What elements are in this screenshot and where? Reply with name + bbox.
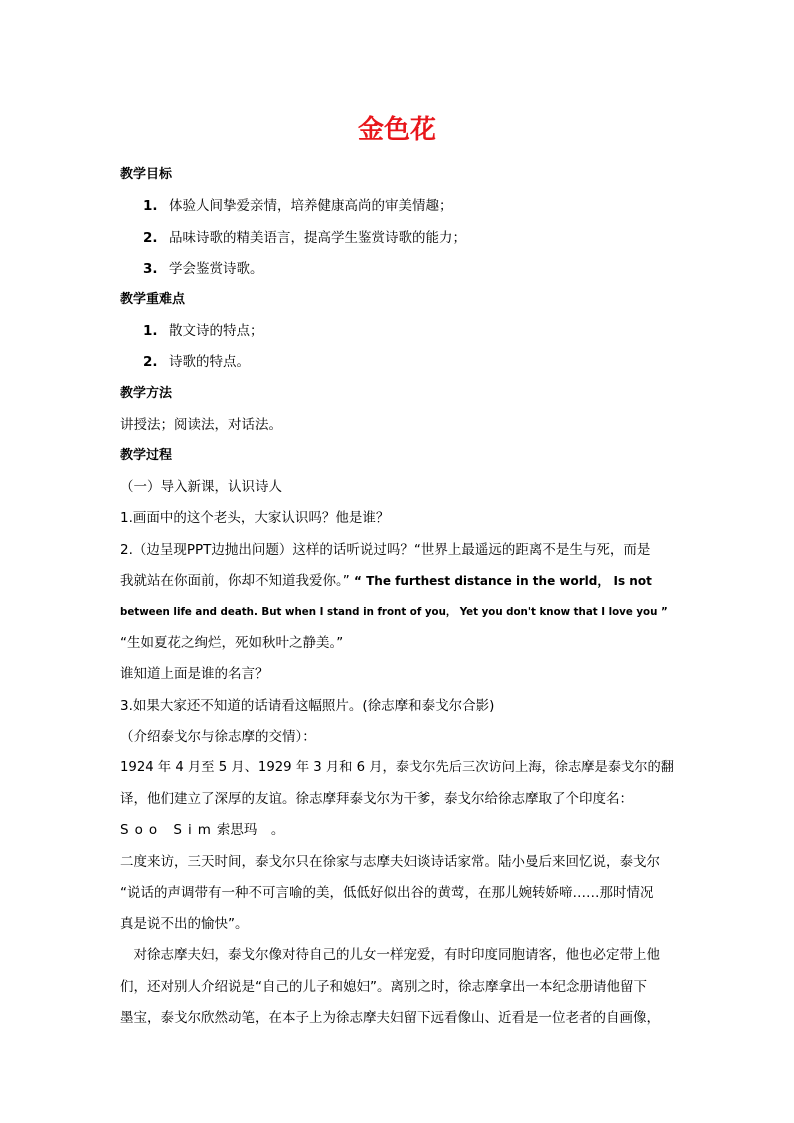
question-1: 1.画面中的这个老头，大家认识吗？他是谁？ [120, 510, 390, 526]
paragraph-3-line-2: 们，还对别人介绍说是“自己的儿子和媳妇”。离别之时，徐志摩拿出一本纪念册请他留下 [120, 979, 647, 995]
goal-number: 3. [143, 261, 158, 277]
goal-text: 体验人间挚爱亲情，培养健康高尚的审美情趣； [169, 198, 453, 214]
goal-item-2 [143, 228, 703, 248]
paragraph-3-line-3: 墨宝，泰戈尔欣然动笔，在本子上为徐志摩夫妇留下远看像山、近看是一位老者的自画像， [120, 1010, 660, 1026]
goal-text: 品味诗歌的精美语言，提高学生鉴赏诗歌的能力； [169, 230, 466, 246]
method-heading: 教学方法 [120, 386, 173, 401]
indian-name-chinese: 索思玛 。 [216, 822, 285, 838]
difficulty-heading: 教学重难点 [120, 292, 186, 307]
difficulty-item-2 [143, 352, 703, 372]
question-3: 3.如果大家还不知道的话请看这幅照片。(徐志摩和泰戈尔合影) [120, 698, 495, 714]
paragraph-3-line-1: 对徐志摩夫妇，泰戈尔像对待自己的儿女一样宠爱，有时印度同胞请客，他也必定带上他 [120, 947, 660, 963]
indian-name-latin: Soo Sim [120, 822, 217, 838]
difficulty-text: 诗歌的特点。 [169, 354, 250, 370]
process-step-1: （一）导入新课，认识诗人 [120, 479, 282, 495]
paragraph-1-line-1: 1924 年 4 月至 5 月、1929 年 3 月和 6 月，泰戈尔先后三次访问上海，徐志摩是泰戈尔的翻 [120, 760, 675, 775]
goal-number: 2. [143, 230, 158, 246]
paragraph-2-line-3: 真是说不出的愉快”。 [120, 916, 249, 932]
process-heading: 教学过程 [120, 448, 173, 463]
paragraph-2-line-2: “说话的声调带有一种不可言喻的美，低低好似出谷的黄莺，在那儿婉转娇啼……那时情况 [120, 885, 654, 901]
paragraph-2-line-1: 二度来访，三天时间，泰戈尔只在徐家与志摩夫妇谈诗话家常。陆小曼后来回忆说，泰戈尔 [120, 854, 660, 870]
question-2-line-1: 2.（边呈现PPT边抛出问题）这样的话听说过吗？“世界上最遥远的距离不是生与死，而是 [120, 542, 651, 558]
goal-number: 1. [143, 198, 158, 214]
question-2-ask: 谁知道上面是谁的名言？ [120, 666, 269, 682]
quote-summer-flowers: “生如夏花之绚烂，死如秋叶之静美。” [120, 635, 344, 651]
paragraph-1-line-3 [120, 820, 680, 840]
difficulty-text: 散文诗的特点； [169, 323, 264, 339]
difficulty-number: 1. [143, 323, 158, 339]
quote-chinese: 我就站在你面前，你却不知道我爱你。” [120, 573, 350, 589]
difficulty-item-1 [143, 321, 703, 341]
goals-heading: 教学目标 [120, 167, 173, 182]
intro-label: （介绍泰戈尔与徐志摩的交情）： [120, 729, 316, 745]
goal-item-3 [143, 259, 703, 279]
goal-item-1 [143, 196, 703, 216]
quote-english-start: “ The furthest distance in the world， Is not [354, 574, 652, 588]
quote-english-end: between life and death. But when I stand in front of you， Yet you don't know that I love you ” [120, 606, 668, 618]
method-text: 讲授法；阅读法，对话法。 [120, 417, 282, 433]
paragraph-1-line-2: 译，他们建立了深厚的友谊。徐志摩拜泰戈尔为干爹，泰戈尔给徐志摩取了个印度名： [120, 791, 633, 807]
document-title: 金色花 [357, 115, 436, 145]
difficulty-number: 2. [143, 354, 158, 370]
question-2-line-2 [120, 571, 680, 591]
goal-text: 学会鉴赏诗歌。 [169, 261, 264, 277]
